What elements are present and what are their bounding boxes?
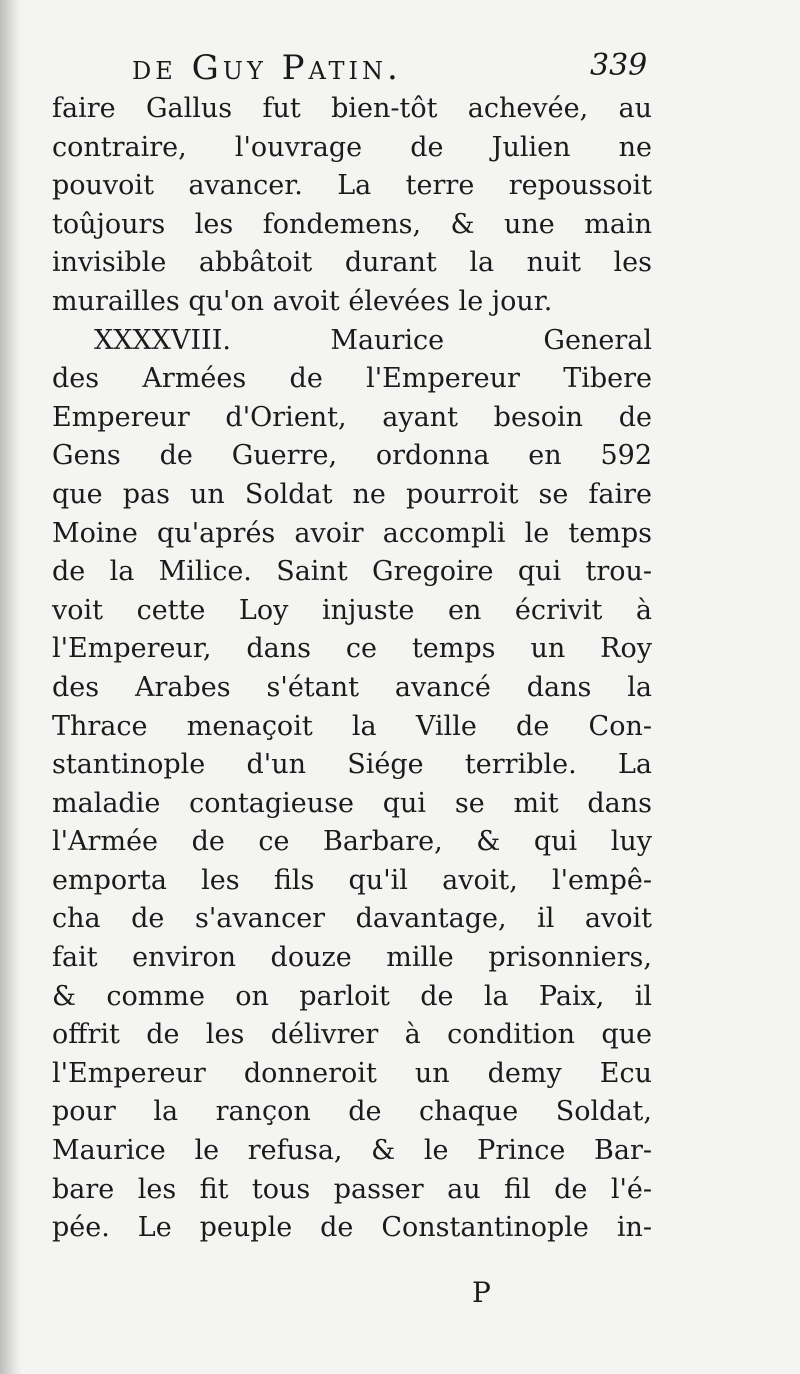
text-line: stantinople d'un Siége terrible. La [52, 749, 652, 781]
text-line: pour la rançon de chaque Soldat, [52, 1096, 652, 1128]
text-line: cha de s'avancer davantage, il avoit [52, 903, 652, 935]
text-line: offrit de les délivrer à condition que [52, 1019, 652, 1051]
text-line: invisible abbâtoit durant la nuit les [52, 247, 652, 279]
text-line: faire Gallus fut bien-tôt achevée, au [52, 93, 652, 124]
text-line: & comme on parloit de la Paix, il [52, 980, 652, 1012]
page-number: 339 [590, 48, 648, 83]
text-line: l'Armée de ce Barbare, & qui luy [52, 826, 652, 858]
body-text [52, 90, 652, 1248]
text-line: des Armées de l'Empereur Tibere [52, 363, 652, 395]
text-line: bare les fit tous passer au fil de l'é- [52, 1173, 652, 1205]
text-line: l'Empereur donneroit un demy Ecu [52, 1057, 652, 1089]
signature-mark: P [472, 1276, 491, 1309]
text-line: XXXXVIII. Maurice General [94, 324, 652, 356]
text-line: toûjours les fondemens, & une main [52, 208, 652, 240]
page-gutter-shadow [0, 0, 22, 1374]
text-line: que pas un Soldat ne pourroit se faire [52, 478, 652, 510]
text-line: Maurice le refusa, & le Prince Bar- [52, 1135, 652, 1167]
running-header [0, 44, 800, 94]
text-line: pouvoit avancer. La terre repoussoit [52, 170, 652, 202]
text-line: des Arabes s'étant avancé dans la [52, 671, 652, 703]
text-line: emporta les fils qu'il avoit, l'empê- [52, 864, 652, 896]
text-line: Thrace menaçoit la Ville de Con- [52, 710, 652, 742]
text-line: Gens de Guerre, ordonna en 592 [52, 440, 652, 472]
text-line: l'Empereur, dans ce temps un Roy [52, 633, 652, 665]
text-line: de la Milice. Saint Gregoire qui trou- [52, 556, 652, 588]
text-line: voit cette Loy injuste en écrivit à [52, 594, 652, 626]
text-line: pée. Le peuple de Constantinople in- [52, 1212, 652, 1244]
text-line: contraire, l'ouvrage de Julien ne [52, 131, 652, 163]
text-line: fait environ douze mille prisonniers, [52, 942, 652, 974]
running-title: de Guy Patin. [132, 48, 402, 88]
text-line: maladie contagieuse qui se mit dans [52, 787, 652, 819]
text-line: Empereur d'Orient, ayant besoin de [52, 401, 652, 433]
text-line: murailles qu'on avoit élevées le jour. [52, 285, 553, 317]
text-line: Moine qu'aprés avoir accompli le temps [52, 517, 652, 549]
